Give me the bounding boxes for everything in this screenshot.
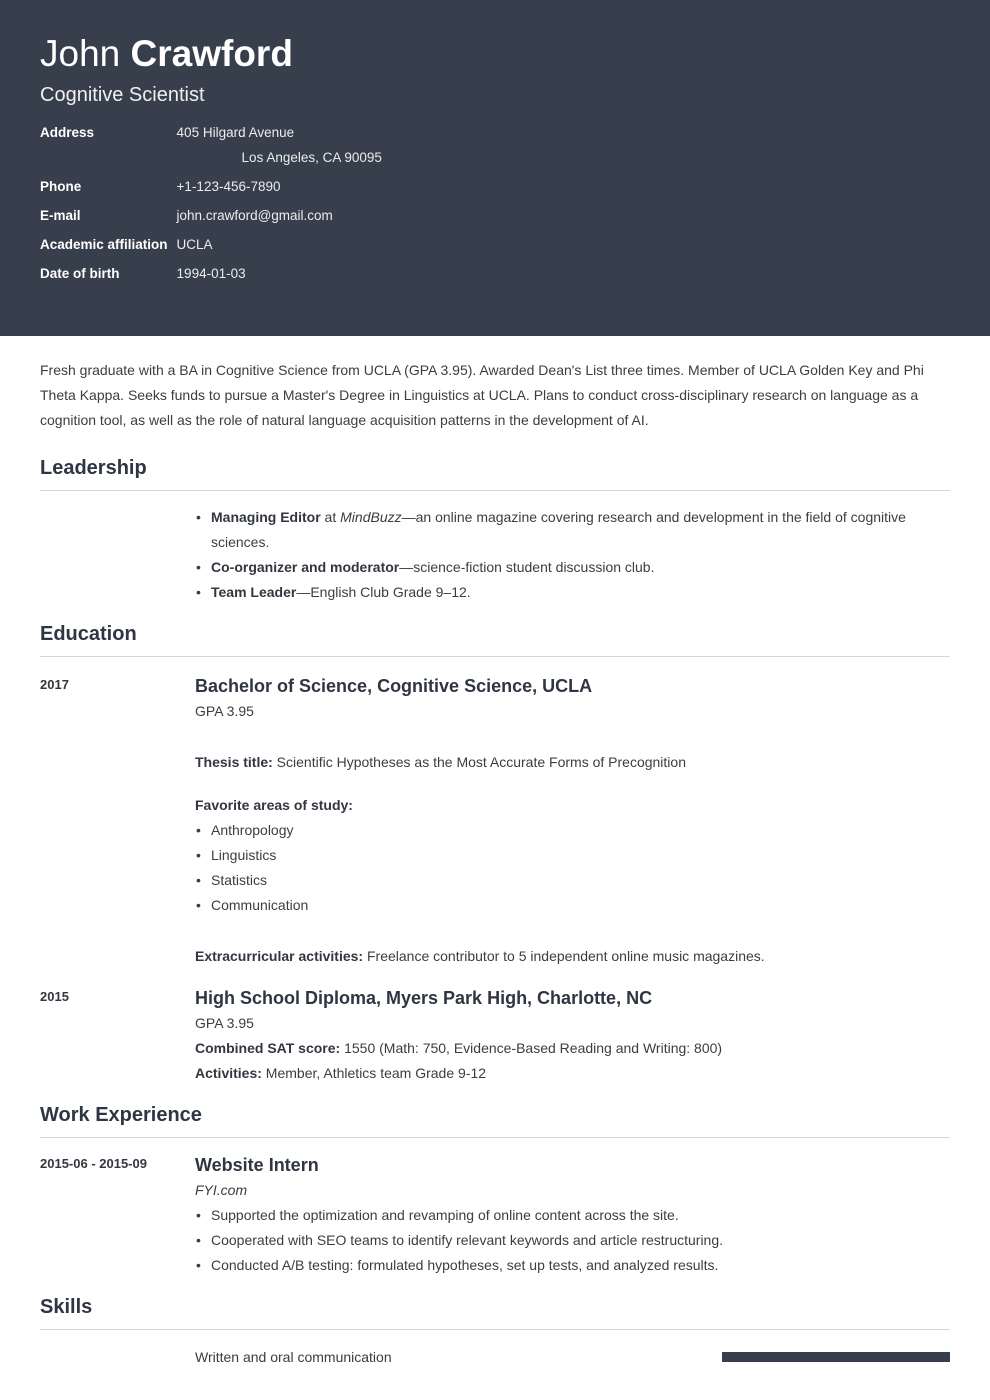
professional-summary: Fresh graduate with a BA in Cognitive Science from UCLA (GPA 3.95). Awarded Dean's List three times. Member of UCLA Golden Key and Phi Theta Kappa. Seeks funds to pursue a Master's Degree in Linguistics at UCLA. Plans to conduct cross-disciplinary research on language as a cognition tool, as well as the role of natural language acquisition patterns in the development of AI. <box>40 362 924 428</box>
contact-row-address <box>40 124 382 178</box>
work-bullet-list <box>195 1203 950 1278</box>
thesis-line <box>195 750 950 775</box>
skill-level-bar-fill <box>722 1352 950 1362</box>
leadership-role-1: Co-organizer and moderator <box>211 559 400 575</box>
extracurricular-value: Freelance contributor to 5 independent online music magazines. <box>363 948 765 964</box>
contact-label-address: Address <box>40 125 95 140</box>
education-gpa-1: GPA 3.95 <box>195 1015 254 1031</box>
section-title-skills: Skills <box>40 1294 950 1330</box>
contact-label-phone: Phone <box>40 179 82 194</box>
areas-of-study-list <box>195 818 950 918</box>
address-line-1: 405 Hilgard Avenue <box>176 125 295 140</box>
contact-row-dob <box>40 265 382 294</box>
section-title-education: Education <box>40 621 950 657</box>
activities-value: Member, Athletics team Grade 9-12 <box>261 1065 487 1081</box>
job-title: Cognitive Scientist <box>40 84 205 106</box>
contact-value-affiliation: UCLA <box>176 237 213 252</box>
list-item: • Anthropology <box>195 818 950 843</box>
list-item: • Cooperated with SEO teams to identify relevant keywords and article restructuring. <box>195 1228 950 1253</box>
section-title-leadership: Leadership <box>40 455 950 491</box>
education-gpa-0: GPA 3.95 <box>195 703 254 719</box>
education-date-0: 2017 <box>40 677 69 692</box>
skill-level-bar <box>722 1352 950 1362</box>
resume-header <box>0 0 990 336</box>
skill-name: Written and oral communication <box>195 1349 392 1365</box>
contact-row-phone <box>40 178 382 207</box>
section-education <box>40 621 950 1086</box>
spacer <box>195 724 950 750</box>
list-item: • Conducted A/B testing: formulated hypotheses, set up tests, and analyzed results. <box>195 1253 950 1278</box>
sat-line <box>195 1036 950 1061</box>
work-body-0 <box>195 1152 950 1278</box>
list-item <box>195 505 950 555</box>
first-name: John <box>40 33 121 74</box>
contact-label-email: E-mail <box>40 208 81 223</box>
address-line-2: Los Angeles, CA 90095 <box>241 150 382 165</box>
thesis-label: Thesis title: <box>195 754 273 770</box>
contact-value-email[interactable]: john.crawford@gmail.com <box>176 208 333 223</box>
work-heading-0: Website Intern <box>195 1155 319 1175</box>
leadership-desc-1: —science-fiction student discussion club. <box>399 559 655 575</box>
list-item: • Supported the optimization and revamping of online content across the site. <box>195 1203 950 1228</box>
education-body-1 <box>195 985 950 1086</box>
sat-label: Combined SAT score: <box>195 1040 341 1056</box>
education-heading-0: Bachelor of Science, Cognitive Science, UCLA <box>195 676 593 696</box>
contact-value-phone[interactable]: +1-123-456-7890 <box>176 179 281 194</box>
education-date-1: 2015 <box>40 989 69 1004</box>
extracurricular-label: Extracurricular activities: <box>195 948 364 964</box>
skill-row-communication <box>195 1346 950 1368</box>
leadership-desc-2: —English Club Grade 9–12. <box>296 584 471 600</box>
contact-details <box>40 124 382 294</box>
list-item <box>195 555 950 580</box>
list-item: • Linguistics <box>195 843 950 868</box>
leadership-desc-0: —an online magazine covering research and development in the field of cognitive sciences. <box>211 509 906 550</box>
section-title-work-experience: Work Experience <box>40 1102 950 1138</box>
activities-line <box>195 1061 950 1086</box>
resume-body <box>0 336 990 1368</box>
spacer <box>195 918 950 944</box>
leadership-mid-0: at <box>320 509 341 525</box>
spacer <box>195 775 950 793</box>
thesis-value: Scientific Hypotheses as the Most Accurate Forms of Precognition <box>272 754 686 770</box>
areas-label-text: Favorite areas of study: <box>195 797 353 813</box>
leadership-date-column <box>40 505 195 605</box>
list-item <box>195 580 950 605</box>
section-leadership <box>40 455 950 605</box>
leadership-org-0: MindBuzz <box>340 509 402 525</box>
work-entry-website-intern <box>40 1152 950 1278</box>
work-company-0: FYI.com <box>195 1182 248 1198</box>
areas-of-study-label <box>195 793 950 818</box>
contact-row-affiliation <box>40 236 382 265</box>
page-title <box>40 30 950 78</box>
contact-label-affiliation: Academic affiliation <box>40 237 168 252</box>
education-body-0 <box>195 673 950 969</box>
section-skills <box>40 1294 950 1368</box>
sat-value: 1550 (Math: 750, Evidence-Based Reading and Writing: 800) <box>340 1040 723 1056</box>
contact-value-dob: 1994-01-03 <box>176 266 246 281</box>
contact-label-dob: Date of birth <box>40 266 120 281</box>
contact-value-address <box>177 124 382 178</box>
last-name: Crawford <box>130 33 293 74</box>
extracurricular-line <box>195 944 950 969</box>
section-work-experience <box>40 1102 950 1278</box>
list-item: • Communication <box>195 893 950 918</box>
education-entry-bachelor <box>40 673 950 969</box>
work-date-0: 2015-06 - 2015-09 <box>40 1156 147 1171</box>
skills-content <box>40 1346 950 1368</box>
education-entry-highschool <box>40 985 950 1086</box>
leadership-content <box>40 505 950 605</box>
list-item: • Statistics <box>195 868 950 893</box>
leadership-role-2: Team Leader <box>211 584 297 600</box>
activities-label: Activities: <box>195 1065 262 1081</box>
contact-row-email <box>40 207 382 236</box>
leadership-role-0: Managing Editor <box>211 509 321 525</box>
leadership-bullet-list <box>195 505 950 605</box>
education-heading-1: High School Diploma, Myers Park High, Charlotte, NC <box>195 988 653 1008</box>
